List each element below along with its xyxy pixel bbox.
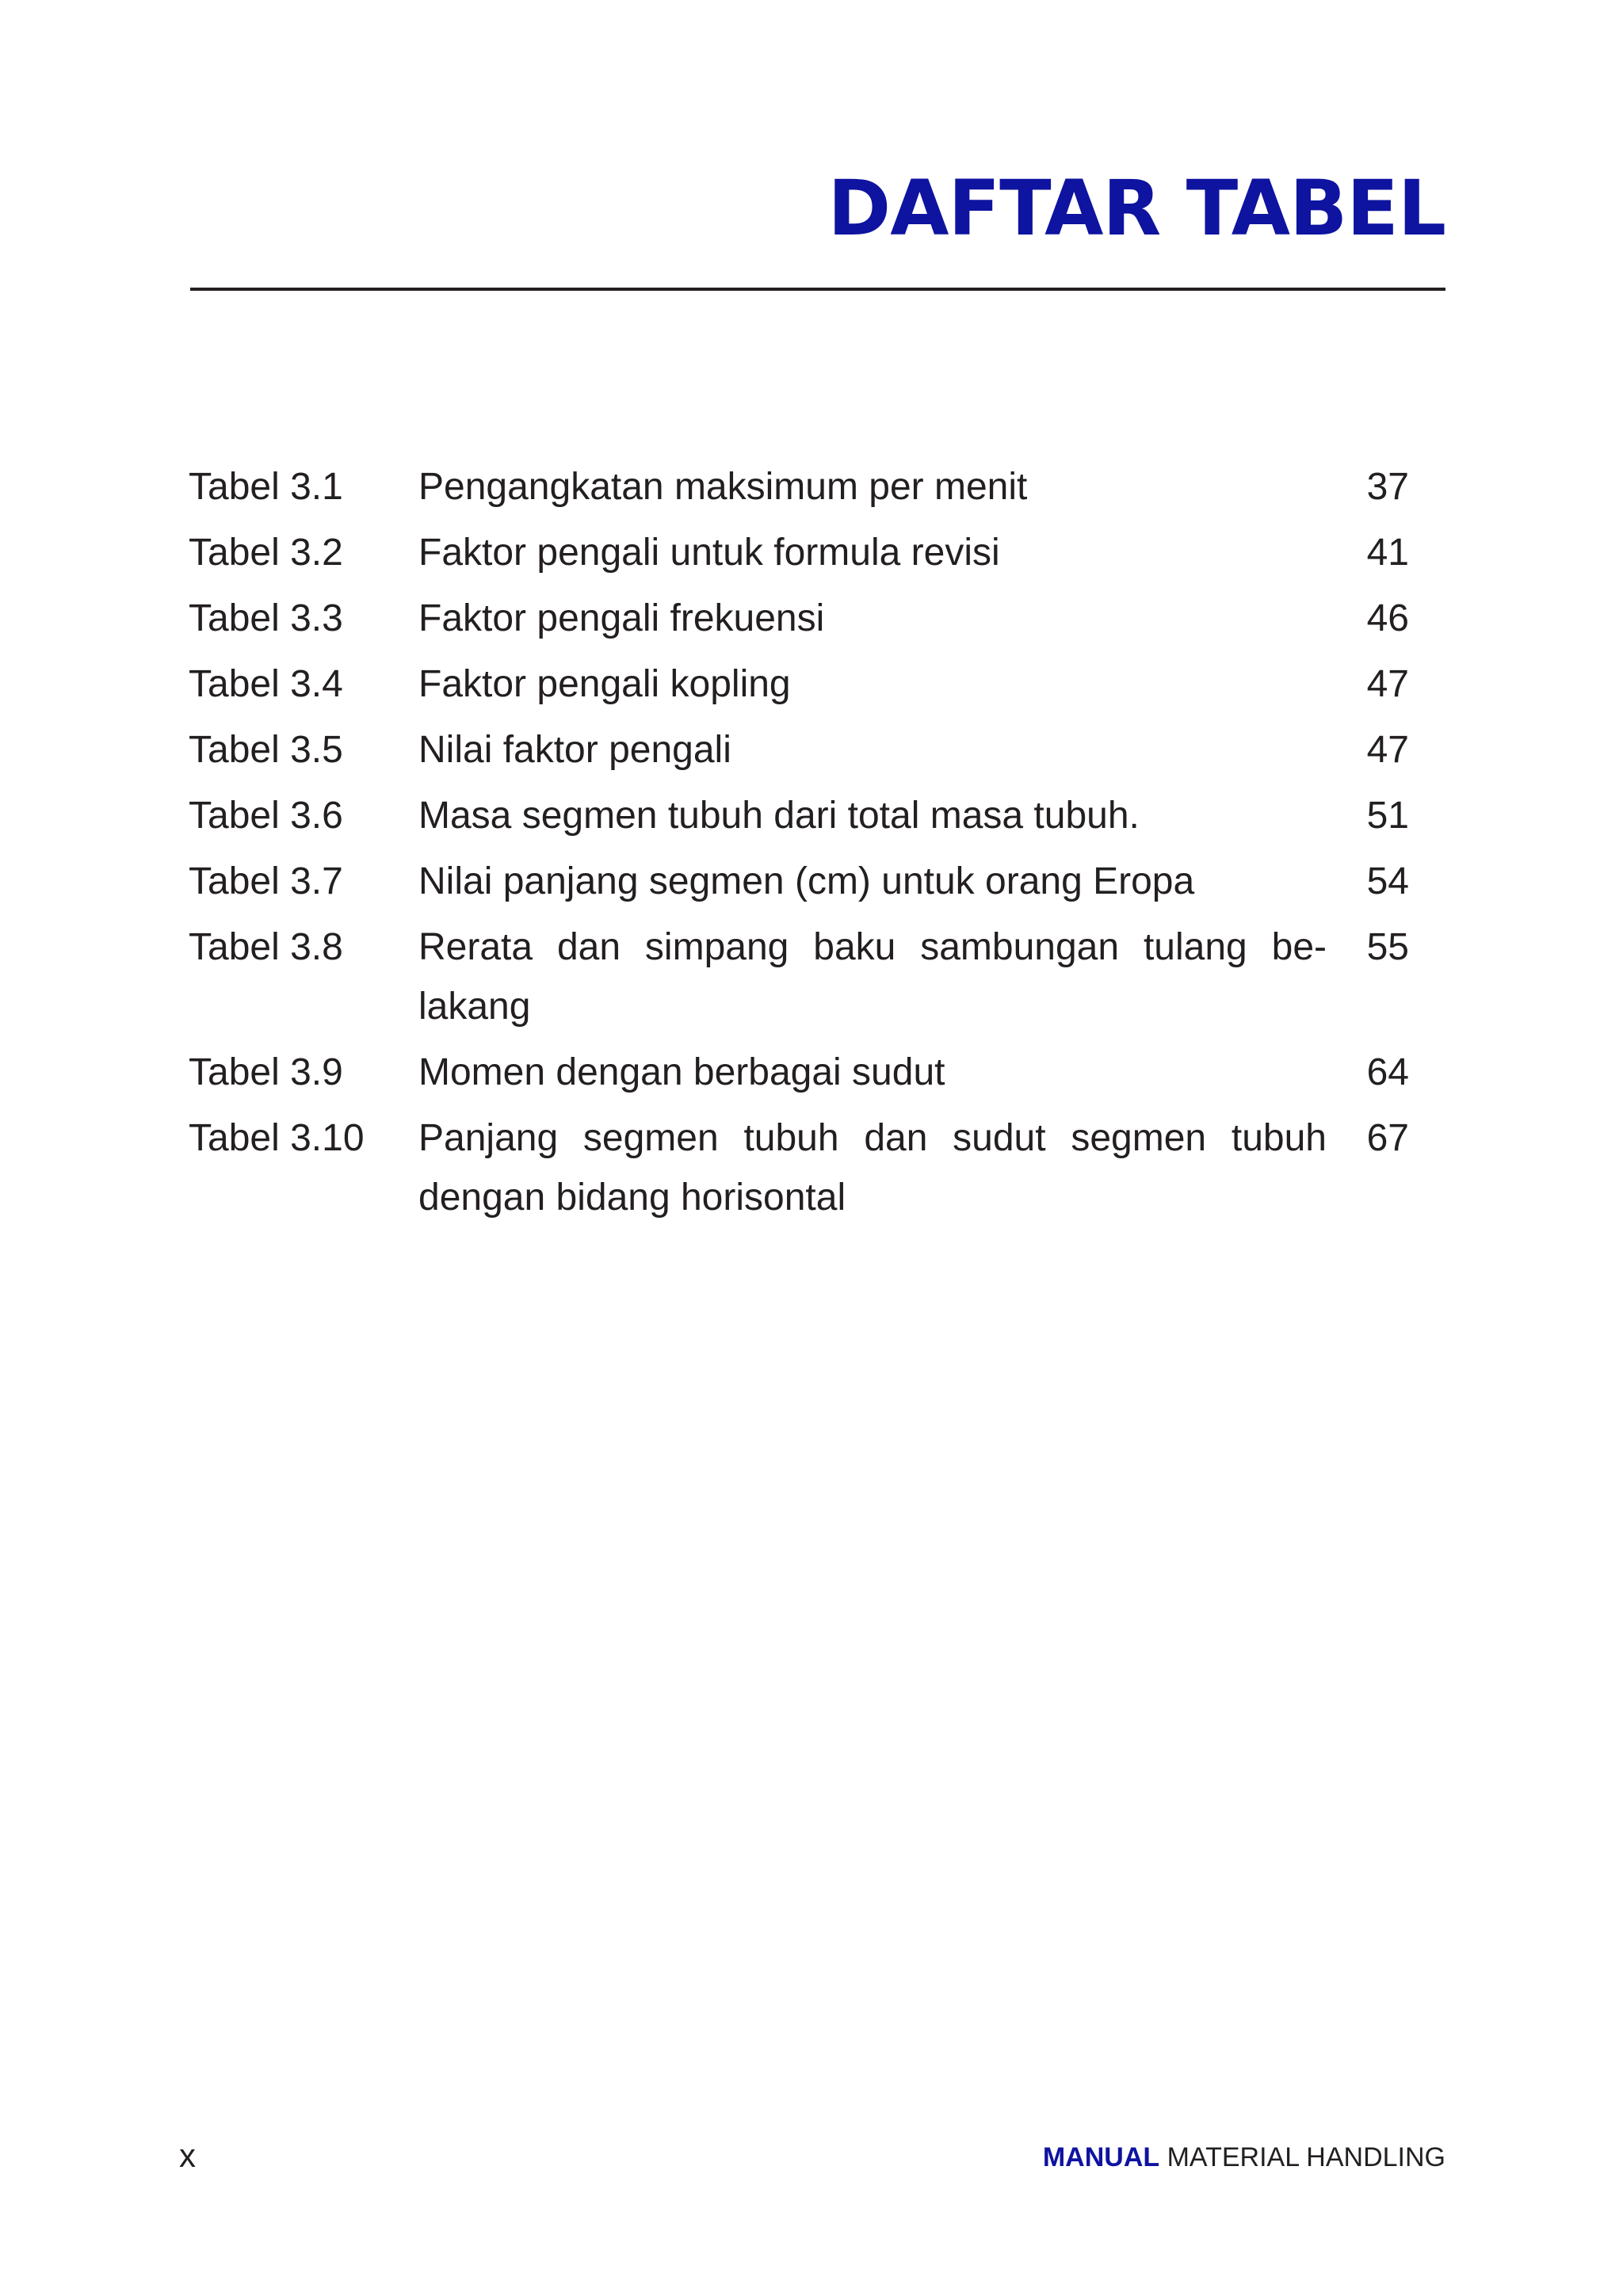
toc-entry: [189, 457, 1409, 517]
toc-entry-title: Faktor pengali untuk formula revisi: [418, 532, 1000, 574]
toc-entry-label: Tabel 3.7: [189, 860, 343, 902]
toc-entry-label: Tabel 3.2: [189, 532, 343, 574]
toc-entry-title: Nilai faktor pengali: [418, 729, 731, 771]
toc-entry-title: Panjang segmen tubuh dan sudut segmen tubuh dengan bidang horisontal: [418, 1117, 1327, 1219]
toc-entry-title: Rerata dan simpang baku sambungan tulang be-lakang: [418, 926, 1327, 1028]
toc-entry-title: Faktor pengali frekuensi: [418, 597, 825, 639]
footer-running-title: [1043, 2144, 1445, 2171]
toc-entry: [189, 720, 1409, 780]
toc-entry-label: Tabel 3.9: [189, 1051, 343, 1093]
toc-entry-title: Pengangkatan maksimum per menit: [418, 466, 1028, 508]
toc-entry-label: Tabel 3.4: [189, 663, 343, 705]
toc-entry: [189, 1108, 1409, 1227]
toc-entry-label: Tabel 3.6: [189, 795, 343, 837]
toc-entry-label: Tabel 3.3: [189, 597, 343, 639]
toc-entry-title: Masa segmen tubuh dari total masa tubuh.: [418, 795, 1140, 837]
toc-entry-label: Tabel 3.8: [189, 926, 343, 968]
toc-entry: [189, 1043, 1409, 1102]
toc-entry: [189, 523, 1409, 582]
footer-page-number: x: [179, 2137, 196, 2174]
toc-entry-page: 67: [1366, 1117, 1409, 1159]
title-divider: [190, 288, 1445, 291]
table-of-tables: [189, 457, 1409, 1234]
toc-entry-title: Nilai panjang segmen (cm) untuk orang Eropa: [418, 860, 1195, 902]
toc-entry: [189, 589, 1409, 648]
toc-entry-page: 55: [1366, 926, 1409, 968]
toc-entry-page: 41: [1366, 532, 1409, 574]
toc-entry: [189, 852, 1409, 911]
toc-entry-title: Faktor pengali kopling: [418, 663, 791, 705]
toc-entry-page: 47: [1366, 729, 1409, 771]
footer-brand-rest: MATERIAL HANDLING: [1159, 2142, 1445, 2172]
toc-entry-page: 46: [1366, 597, 1409, 639]
toc-entry-page: 54: [1366, 860, 1409, 902]
toc-entry-label: Tabel 3.5: [189, 729, 343, 771]
toc-entry-title: Momen dengan berbagai sudut: [418, 1051, 945, 1093]
footer-brand-strong: MANUAL: [1042, 2142, 1160, 2172]
toc-entry-page: 37: [1366, 466, 1409, 508]
toc-entry-page: 64: [1366, 1051, 1409, 1093]
toc-entry-label: Tabel 3.1: [189, 466, 343, 508]
toc-entry: [189, 654, 1409, 714]
toc-entry-label: Tabel 3.10: [189, 1117, 365, 1159]
toc-entry-page: 51: [1366, 795, 1409, 837]
toc-entry-page: 47: [1366, 663, 1409, 705]
toc-entry: [189, 917, 1409, 1036]
page-title: DAFTAR TABEL: [827, 164, 1445, 253]
toc-entry: [189, 786, 1409, 845]
